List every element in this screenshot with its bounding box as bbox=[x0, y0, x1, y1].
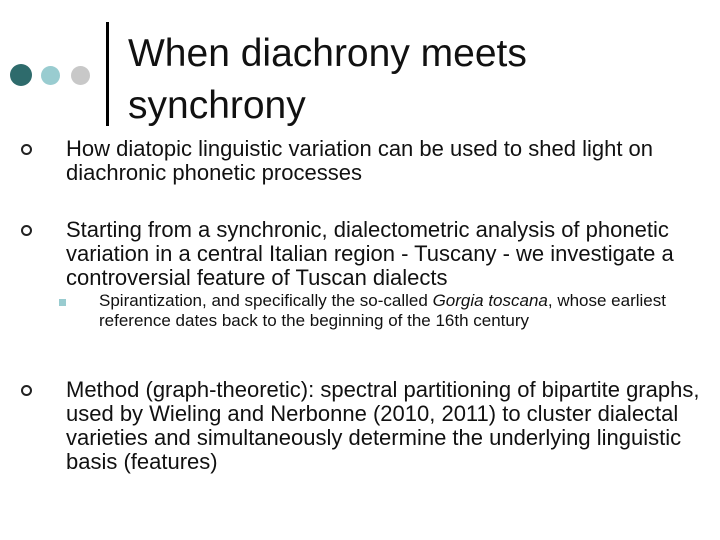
hollow-circle-icon bbox=[21, 385, 32, 396]
sub-bullet-text-pre: Spirantization, and specifically the so-called bbox=[99, 291, 433, 310]
hollow-circle-icon bbox=[21, 144, 32, 155]
sub-bullet-text-post: , whose earliest reference dates back to the beginning of the 16th century bbox=[99, 291, 666, 330]
decor-dot-dark-icon bbox=[10, 64, 32, 86]
bullet-text: Method (graph-theoretic): spectral partitioning of bipartite graphs, used by Wieling and Nerbonne (2010, 2011) to cluster dialectal varieties and simultaneously determine the underlying linguistic basis (features) bbox=[66, 377, 700, 474]
filled-square-icon bbox=[59, 299, 66, 306]
hollow-circle-icon bbox=[21, 225, 32, 236]
decor-dot-teal-icon bbox=[41, 66, 60, 85]
title-divider bbox=[106, 22, 109, 126]
bullet-item bbox=[66, 218, 706, 290]
decor-dot-grey-icon bbox=[71, 66, 90, 85]
bullet-text: Starting from a synchronic, dialectometric analysis of phonetic variation in a central Italian region - Tuscany - we investigate a controversial feature of Tuscan dialects bbox=[66, 217, 674, 290]
sub-bullet-item bbox=[99, 291, 699, 331]
sub-bullet-italic-term: Gorgia toscana bbox=[432, 291, 548, 310]
slide-title: When diachrony meets synchrony bbox=[128, 32, 527, 127]
bullet-item bbox=[66, 378, 706, 474]
bullet-item bbox=[66, 137, 706, 185]
bullet-text: How diatopic linguistic variation can be used to shed light on diachronic phonetic processes bbox=[66, 136, 654, 185]
